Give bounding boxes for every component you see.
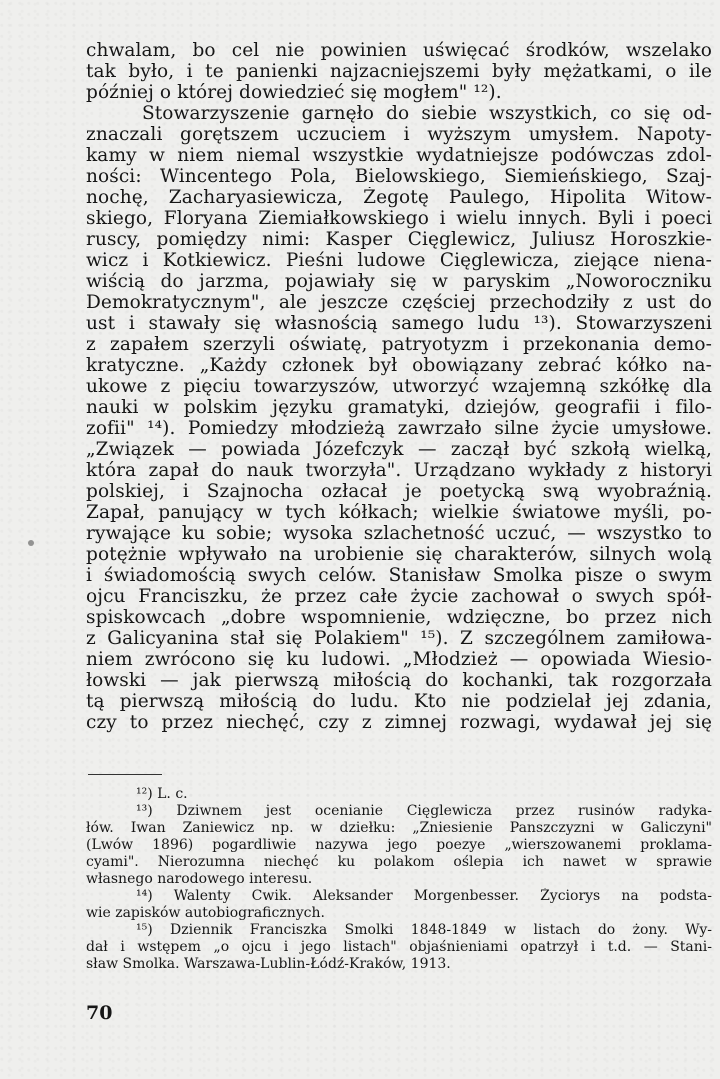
footnote-line: łów. Iwan Zaniewicz np. w dziełku: „Zniesienie Panszczyzni w Galiczyni"	[86, 820, 712, 836]
text-line: z Galicyanina stał się Polakiem" ¹⁵). Z szczególnem zamiłowa-	[86, 628, 712, 649]
footnotes	[86, 786, 712, 973]
text-line: skiego, Floryana Ziemiałkowskiego i wielu innych. Byli i poeci	[86, 208, 712, 229]
text-line: potężnie wpływało na urobienie się charakterów, silnych wolą	[86, 544, 712, 565]
text-line: polskiej, i Szajnocha ozłacał je poetycką swą wyobraźnią.	[86, 481, 712, 502]
text-line: Zapał, panujący w tych kółkach; wielkie światowe myśli, po-	[86, 502, 712, 523]
text-line: niem zwrócono się ku ludowi. „Młodzież — opowiada Wiesio-	[86, 649, 712, 670]
text-line: która zapał do nauk tworzyła". Urządzano wykłady z historyi	[86, 460, 712, 481]
main-text	[86, 40, 712, 733]
ink-speck	[28, 540, 34, 546]
footnote-line: ¹³) Dziwnem jest ocenianie Cięglewicza przez rusinów radyka-	[136, 803, 712, 819]
footnote-line: ¹²) L. c.	[136, 786, 188, 802]
text-line: Demokratycznym", ale jeszcze częściej przechodziły z ust do	[86, 292, 712, 313]
text-line: ruscy, pomiędzy nimi: Kasper Cięglewicz, Juliusz Horoszkie-	[86, 229, 712, 250]
footnote-line: ¹⁴) Walenty Cwik. Aleksander Morgenbesser. Życiorys na podsta-	[136, 888, 712, 904]
text-line: później o której dowiedzieć się mogłem" ¹²).	[86, 82, 502, 103]
text-line: z zapałem szerzyli oświatę, patryotyzm i przekonania demo-	[86, 334, 712, 355]
text-line: wiścią do jarzma, pojawiały się w paryskim „Noworoczniku	[86, 271, 712, 292]
page-number: 70	[86, 1002, 113, 1024]
footnote-line: własnego narodowego interesu.	[86, 871, 313, 887]
text-line: zofii" ¹⁴). Pomiedzy młodzieżą zawrzało silne życie umysłowe.	[86, 418, 712, 439]
text-line: spiskowcach „dobre wspomnienie, wdzięczne, bo przez nich	[86, 607, 712, 628]
text-line: łowski — jak pierwszą miłością do kochanki, tak rozgorzała	[86, 670, 712, 691]
footnote-line: cyami". Nierozumna niechęć ku polakom oślepia ich nawet w sprawie	[86, 854, 712, 870]
text-line: chwalam, bo cel nie powinien uświęcać środków, wszelako	[86, 40, 712, 61]
footnote-line: (Lwów 1896) pogardliwie nazywa jego poezye „wierszowanemi proklama-	[86, 837, 712, 853]
footnote-divider	[88, 774, 162, 775]
text-line: ności: Wincentego Pola, Bielowskiego, Siemieńskiego, Szaj-	[86, 166, 712, 187]
text-line: i świadomością swych celów. Stanisław Smolka pisze o swym	[86, 565, 712, 586]
text-line: rywające ku sobie; wysoka szlachetność uczuć, — wszystko to	[86, 523, 712, 544]
text-line: tą pierwszą miłością do ludu. Kto nie podzielał jej zdania,	[86, 691, 712, 712]
text-line: znaczali gorętszem uczuciem i wyższym umysłem. Napoty-	[86, 124, 712, 145]
text-line: tak było, i te panienki najzacniejszemi były mężatkami, o ile	[86, 61, 712, 82]
footnote-line: sław Smolka. Warszawa-Lublin-Łódź-Kraków, 1913.	[86, 956, 451, 972]
text-line: nauki w polskim języku gramatyki, dziejów, geografii i filo-	[86, 397, 712, 418]
text-line: ojcu Franciszku, że przez całe życie zachował o swych spół-	[86, 586, 712, 607]
footnote-line: wie zapisków autobiograficznych.	[86, 905, 325, 921]
footnote-line: dał i wstępem „o ojcu i jego listach" objaśnieniami opatrzył i t.d. — Stani-	[86, 939, 712, 955]
text-line: ust i stawały się własnością samego ludu ¹³). Stowarzyszeni	[86, 313, 712, 334]
footnote-line: ¹⁵) Dziennik Franciszka Smolki 1848-1849 w listach do żony. Wy-	[136, 922, 712, 938]
text-line: kamy w niem niemal wszystkie wydatniejsze podówczas zdol-	[86, 145, 712, 166]
text-line: nochę, Zacharyasiewicza, Żegotę Paulego, Hipolita Witow-	[86, 187, 712, 208]
text-line: czy to przez niechęć, czy z zimnej rozwagi, wydawał jej się	[86, 712, 712, 733]
text-line: ukowe z pięciu towarzyszów, utworzyć wzajemną szkółkę dla	[86, 376, 712, 397]
text-line: kratyczne. „Każdy członek był obowiązany zebrać kółko na-	[86, 355, 712, 376]
text-line: „Związek — powiada Józefczyk — zaczął być szkołą wielką,	[86, 439, 712, 460]
text-line: Stowarzyszenie garnęło do siebie wszystkich, co się od-	[142, 103, 712, 124]
text-line: wicz i Kotkiewicz. Pieśni ludowe Cięglewicza, ziejące niena-	[86, 250, 712, 271]
